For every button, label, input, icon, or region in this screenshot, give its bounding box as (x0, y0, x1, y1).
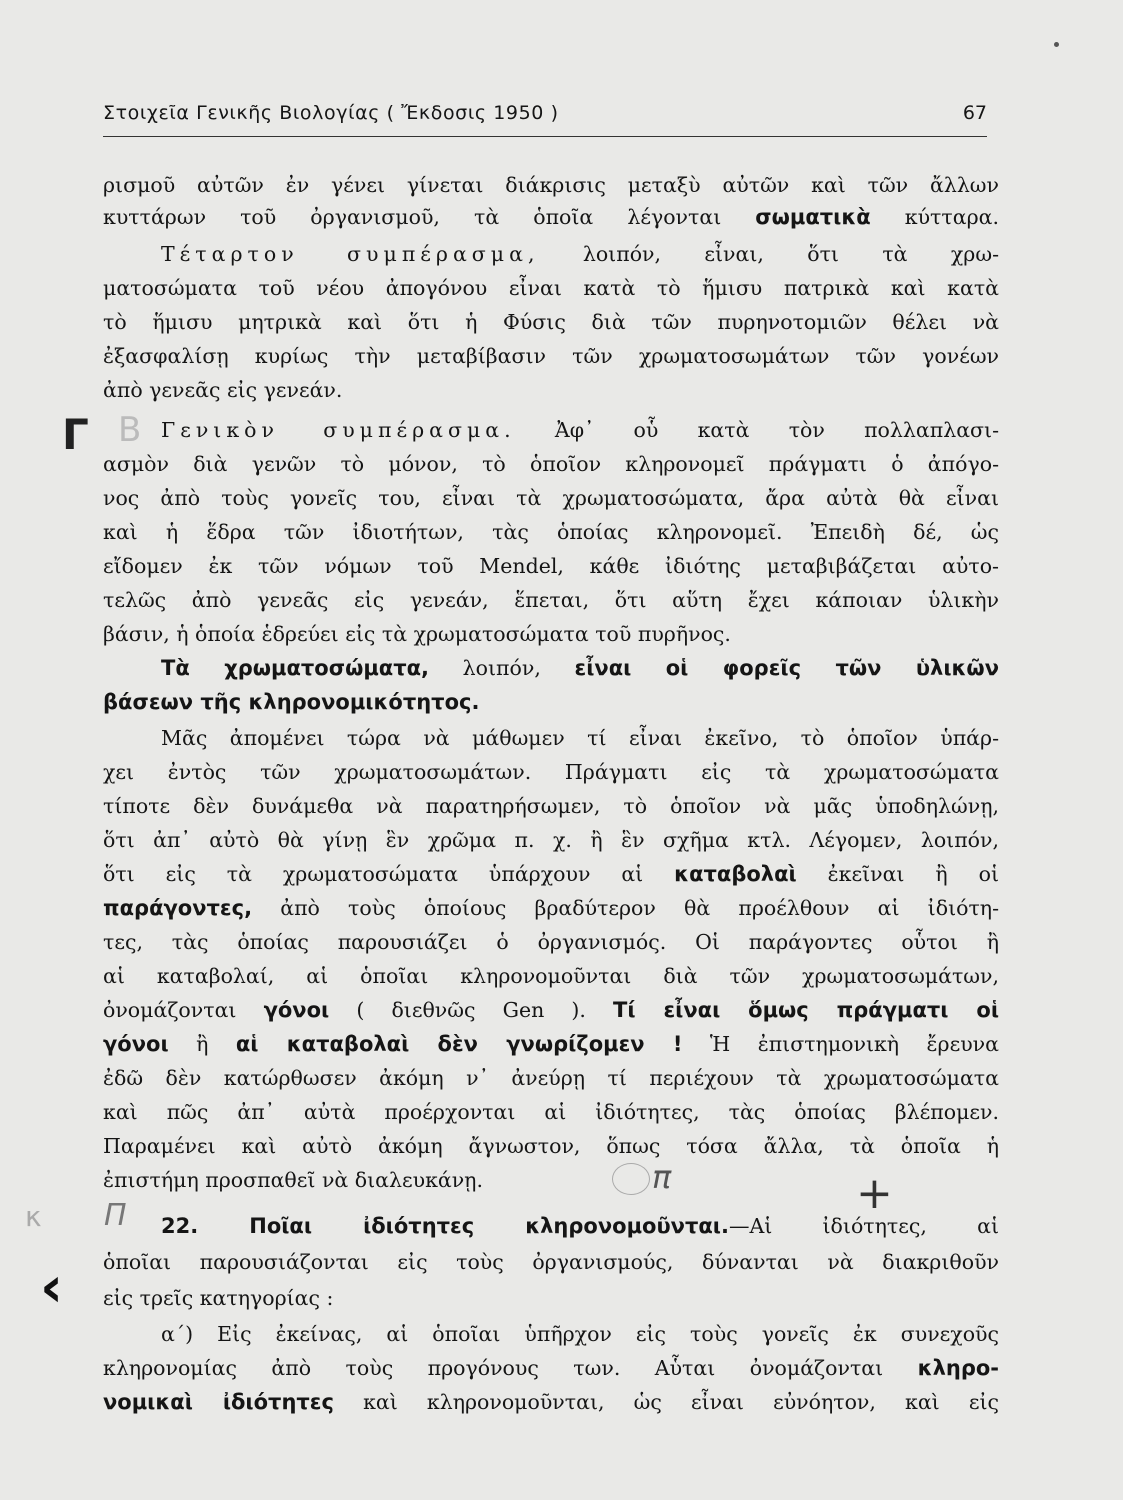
bold-term: σωματικὰ (755, 205, 871, 229)
text-line: Τέταρτον συμπέρασμα, λοιπόν, εἶναι, ὅτι τὰ χρω- (161, 242, 999, 266)
speck (1054, 42, 1059, 47)
pencil-k-mark: κ (25, 1200, 42, 1233)
text-line: χει ἐντὸς τῶν χρωματοσωμάτων. Πράγματι εἰς τὰ χρωματοσώματα (103, 760, 999, 784)
text-line: τελῶς ἀπὸ γενεᾶς εἰς γενεάν, ἕπεται, ὅτι αὕτη ἔχει κάποιαν ὑλικὴν (103, 588, 999, 612)
spaced-term: Τέταρτον συμπέρασμα, (161, 242, 540, 266)
section-heading: 22. Ποῖαι ἰδιότητες κληρονομοῦνται. (161, 1214, 729, 1238)
text-line: τες, τὰς ὁποίας παρουσιάζει ὁ ὀργανισμός. Οἱ παράγοντες οὗτοι ἢ (103, 930, 999, 954)
text-line: ἐπιστήμη προσπαθεῖ νὰ διαλευκάνῃ. (103, 1168, 483, 1192)
pencil-circle-mark (612, 1163, 650, 1195)
text-line: αἱ καταβολαί, αἱ ὁποῖαι κληρονομοῦνται διὰ τῶν χρωματοσωμάτων, (103, 964, 999, 988)
pencil-b-mark: Β (118, 410, 142, 450)
text-line: κληρονομίας ἀπὸ τοὺς προγόνους των. Αὗται ὀνομάζονται κληρο- (103, 1356, 999, 1380)
header-rule (103, 136, 987, 137)
spaced-term: Γενικὸν συμπέρασμα. (161, 418, 516, 442)
text-line: τίποτε δὲν δυνάμεθα νὰ παρατηρήσωμεν, τὸ ὁποῖον νὰ μᾶς ὑποδηλώνῃ, (103, 794, 999, 818)
text-line: ὅτι ἀπ᾽ αὐτὸ θὰ γίνῃ ἓν χρῶμα π. χ. ἢ ἓν σχῆμα κτλ. Λέγομεν, λοιπόν, (103, 828, 999, 852)
text-line: ὁποῖαι παρουσιάζονται εἰς τοὺς ὀργανισμούς, δύνανται νὰ διακριθοῦν (103, 1250, 999, 1274)
running-header (103, 102, 987, 132)
pencil-pi-mark: Π (104, 1198, 127, 1233)
text-line: ρισμοῦ αὐτῶν ἐν γένει γίνεται διάκρισις μεταξὺ αὐτῶν καὶ τῶν ἄλλων (103, 173, 999, 197)
text-line: ὀνομάζονται γόνοι ( διεθνῶς Gen ). Τί εἶναι ὅμως πράγματι οἱ (103, 998, 999, 1022)
left-chevron-mark: ‹ (40, 1255, 64, 1320)
text-line: βάσεων τῆς κληρονομικότητος. (103, 690, 480, 714)
bracket-mark: Γ (62, 410, 89, 459)
text-line: Τὰ χρωματοσώματα, λοιπόν, εἶναι οἱ φορεῖς τῶν ὑλικῶν (161, 656, 999, 680)
section-heading-line: 22. Ποῖαι ἰδιότητες κληρονομοῦνται.—Αἱ ἰδιότητες, αἱ (161, 1214, 999, 1238)
pencil-pi-small-mark: π (652, 1158, 672, 1196)
text-line: εἴδομεν ἐκ τῶν νόμων τοῦ Mendel, κάθε ἰδιότης μεταβιβάζεται αὐτο- (103, 554, 999, 578)
text-line: Παραμένει καὶ αὐτὸ ἀκόμη ἄγνωστον, ὅπως τόσα ἄλλα, τὰ ὁποῖα ἡ (103, 1134, 999, 1158)
pencil-cross-mark: + (856, 1168, 893, 1219)
text-line: ασμὸν διὰ γενῶν τὸ μόνον, τὸ ὁποῖον κληρονομεῖ πράγματι ὁ ἀπόγο- (103, 452, 999, 476)
text-line: Μᾶς ἀπομένει τώρα νὰ μάθωμεν τί εἶναι ἐκεῖνο, τὸ ὁποῖον ὑπάρ- (161, 726, 999, 750)
text-line: βάσιν, ἡ ὁποία ἑδρεύει εἰς τὰ χρωματοσώματα τοῦ πυρῆνος. (103, 622, 731, 646)
text-line: γόνοι ἢ αἱ καταβολαὶ δὲν γνωρίζομεν ! Ἡ ἐπιστημονικὴ ἔρευνα (103, 1032, 999, 1056)
text-line: α΄) Εἰς ἐκείνας, αἱ ὁποῖαι ὑπῆρχον εἰς τοὺς γονεῖς ἐκ συνεχοῦς (161, 1322, 999, 1346)
text-line: τὸ ἥμισυ μητρικὰ καὶ ὅτι ἡ Φύσις διὰ τῶν πυρηνοτομιῶν θέλει νὰ (103, 310, 999, 334)
text-line: ἀπὸ γενεᾶς εἰς γενεάν. (103, 378, 343, 402)
text-line: νομικαὶ ἰδιότητες καὶ κληρονομοῦνται, ὡς εἶναι εὐνόητον, καὶ εἰς (103, 1390, 999, 1414)
text-line: καὶ ἡ ἕδρα τῶν ἰδιοτήτων, τὰς ὁποίας κληρονομεῖ. Ἐπειδὴ δέ, ὡς (103, 520, 999, 544)
page-number: 67 (962, 102, 987, 124)
header-title: Στοιχεῖα Γενικῆς Βιολογίας ( Ἔκδοσις 1950 ) (103, 102, 559, 124)
text-line: παράγοντες, ἀπὸ τοὺς ὁποίους βραδύτερον θὰ προέλθουν αἱ ἰδιότη- (103, 896, 999, 920)
text-line: ἐξασφαλίσῃ κυρίως τὴν μεταβίβασιν τῶν χρωματοσωμάτων τῶν γονέων (103, 344, 999, 368)
text-line: νος ἀπὸ τοὺς γονεῖς του, εἶναι τὰ χρωματοσώματα, ἄρα αὐτὰ θὰ εἶναι (103, 486, 999, 510)
text-line: ἐδῶ δὲν κατώρθωσεν ἀκόμη ν᾽ ἀνεύρῃ τί περιέχουν τὰ χρωματοσώματα (103, 1066, 999, 1090)
text-line: ὅτι εἰς τὰ χρωματοσώματα ὑπάρχουν αἱ καταβολαὶ ἐκεῖναι ἢ οἱ (103, 862, 999, 886)
text-line: καὶ πῶς ἀπ᾽ αὐτὰ προέρχονται αἱ ἰδιότητες, τὰς ὁποίας βλέπομεν. (103, 1100, 999, 1124)
text-line: εἰς τρεῖς κατηγορίας : (103, 1286, 334, 1310)
text-line: ματοσώματα τοῦ νέου ἀπογόνου εἶναι κατὰ τὸ ἥμισυ πατρικὰ καὶ κατὰ (103, 276, 999, 300)
text-line: Γενικὸν συμπέρασμα. Ἀφ᾽ οὗ κατὰ τὸν πολλαπλασι- (161, 418, 999, 442)
text-line: κυττάρων τοῦ ὀργανισμοῦ, τὰ ὁποῖα λέγονται σωματικὰ κύτταρα. (103, 205, 999, 229)
